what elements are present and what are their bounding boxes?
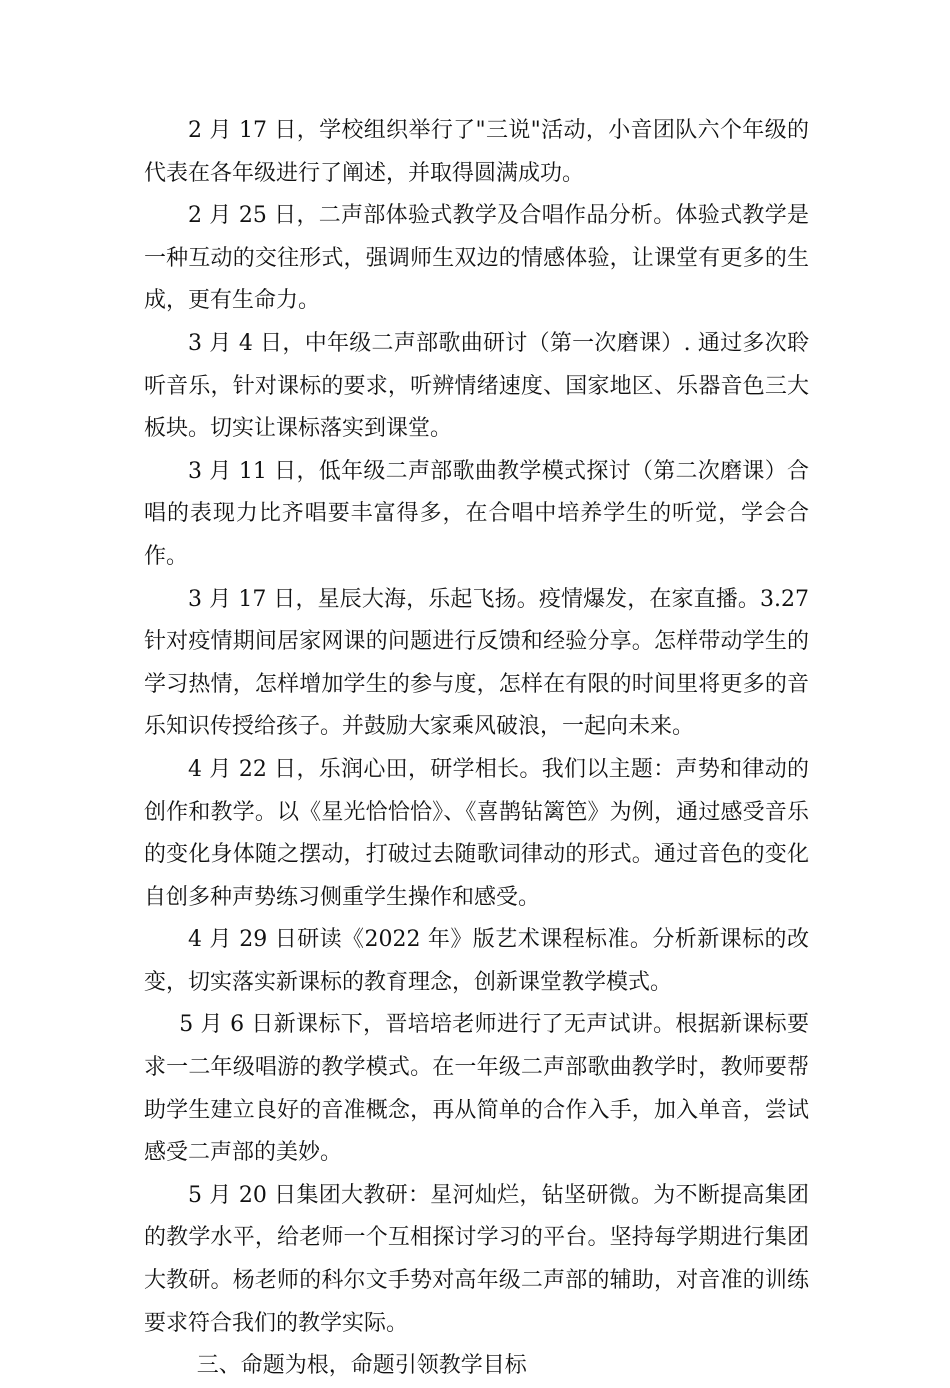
paragraph-apr-29: 4 月 29 日研读《2022 年》版艺术课程标准。分析新课标的改变，切实落实新课标的教育理念，创新课堂教学模式。: [144, 927, 809, 995]
paragraph-feb-17: 2 月 17 日，学校组织举行了"三说"活动，小音团队六个年级的代表在各年级进行了阐述，并取得圆满成功。: [144, 118, 809, 186]
paragraph-mar-4: 3 月 4 日，中年级二声部歌曲研讨（第一次磨课）. 通过多次聆听音乐，针对课标的要求，听辨情绪速度、国家地区、乐器音色三大板块。切实让课标落实到课堂。: [144, 330, 809, 442]
paragraph-mar-17: 3 月 17 日，星辰大海，乐起飞扬。疫情爆发，在家直播。3.27 针对疫情期间居家网课的问题进行反馈和经验分享。怎样带动学生的学习热情，怎样增加学生的参与度，怎样在有限的时间里将更多的音乐知识传授给孩子。并鼓励大家乘风破浪，一起向未来。: [144, 586, 809, 740]
document-body: [144, 110, 809, 1388]
section-heading: 三、命题为根，命题引领教学目标: [196, 1353, 527, 1379]
paragraph-feb-25: 2 月 25 日，二声部体验式教学及合唱作品分析。体验式教学是一种互动的交往形式，强调师生双边的情感体验，让课堂有更多的生成，更有生命力。: [144, 203, 809, 314]
paragraph-may-6: 5 月 6 日新课标下，晋培培老师进行了无声试讲。根据新课标要求一二年级唱游的教学模式。在一年级二声部歌曲教学时，教师要帮助学生建立良好的音准概念，再从简单的合作入手，加入单音，尝试感受二声部的美妙。: [144, 1012, 809, 1166]
paragraph-mar-11: 3 月 11 日，低年级二声部歌曲教学模式探讨（第二次磨课）合唱的表现力比齐唱要丰富得多，在合唱中培养学生的听觉，学会合作。: [144, 458, 809, 569]
paragraph-apr-22: 4 月 22 日，乐润心田，研学相长。我们以主题：声势和律动的创作和教学。以《星光恰恰恰》、《喜鹊钻篱笆》为例，通过感受音乐的变化身体随之摆动，打破过去随歌词律动的形式。通过音色的变化自创多种声势练习侧重学生操作和感受。: [144, 756, 809, 910]
paragraph-may-20: 5 月 20 日集团大教研：星河灿烂，钻坚研微。为不断提高集团的教学水平，给老师一个互相探讨学习的平台。坚持每学期进行集团大教研。杨老师的科尔文手势对高年级二声部的辅助，对音准的训练要求符合我们的教学实际。: [144, 1182, 809, 1336]
